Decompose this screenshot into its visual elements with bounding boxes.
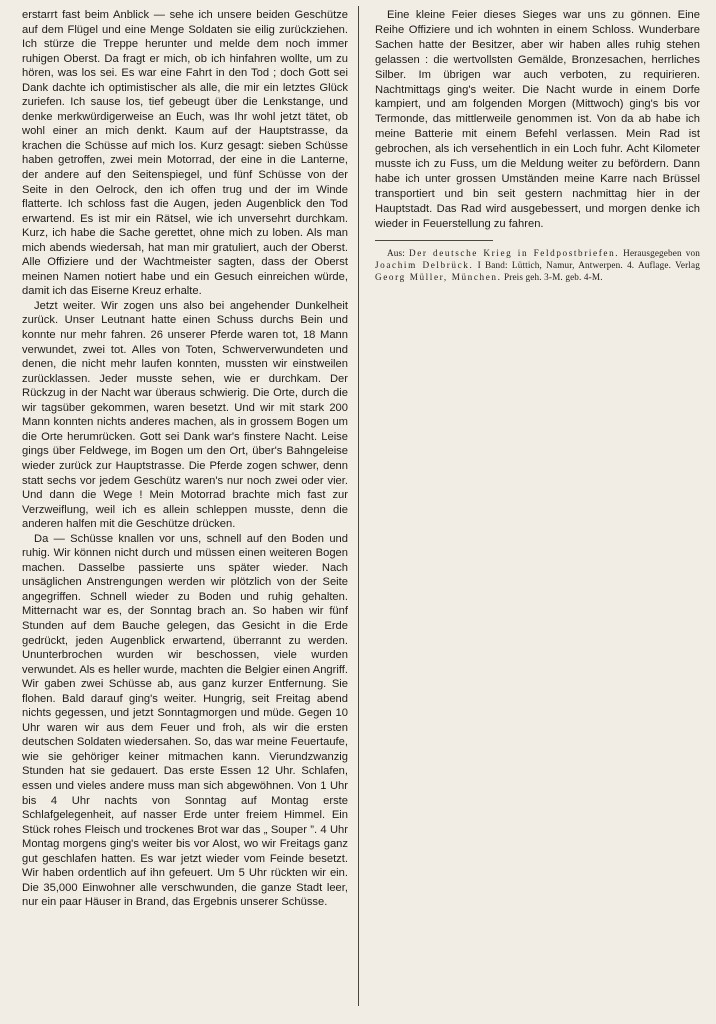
right-text-column — [375, 8, 700, 283]
footnote-editor-pre: Herausgegeben von — [619, 247, 700, 258]
footnote-volume: I Band: Lüttich, Namur, Antwerpen. 4. Auflage. Verlag — [473, 259, 700, 270]
paragraph-2: Jetzt weiter. Wir zogen uns also bei angehender Dunkelheit zurück. Unser Leutnant hatte einen Schuss durchs Bein und konnte nur mehr fahren. 26 unserer Pferde waren tot, 18 Mann verwundet, zwei tot. Alles von Toten, Schwerverwundeten und denen, die nicht mehr laufen konnten, mussten wir einstweilen zurücklassen. Jeder musste sehen, wie er durchkam. Der Rückzug in der Nacht war überaus schwierig. Die Orte, durch die wir tagsüber gekommen, waren besetzt. Und wir mit stark 200 Mann konnten nichts anderes machen, als in grossem Bogen um die Orte herumrücken. Gott sei Dank war's finstere Nacht. Leise gings über Feldwege, im Bogen um den Ort, über's Bahngeleise wieder zurück zur Hauptstrasse. Die Pferde zogen schwer, denn statt sechs vor jedem Geschütz waren's nur noch zwei oder vier. Und dann die Wege ! Mein Motorrad brachte mich fast zur Verzweiflung, weil ich es allein schleppen musste, denn die anderen halfen mit die Geschütze drücken. — [22, 299, 348, 531]
left-text-column — [22, 8, 348, 910]
paragraph-3: Da — Schüsse knallen vor uns, schnell auf den Boden und ruhig. Wir können nicht durch und müssen einen weiteren Bogen machen. Dasselbe passierte uns später wieder. Nach unsäglichen Anstrengungen werden wir plötzlich von der Seite angegriffen. Schnell wieder zu Boden und ruhig gehalten. Mitternacht war es, der Sonntag brach an. So haben wir fünf Stunden auf dem Bauche gelegen, das Gesicht in die Erde gedrückt, jeden Augenblick erwartend, überrannt zu werden. Ununterbrochen wurden wir beschossen, viele wurden verwundet. Als es heller wurde, machten die Belgier einen Angriff. Wir gaben zwei Schüsse ab, aus ganz kurzer Entfernung. Sie flohen. Bald darauf ging's weiter. Hungrig, seit Freitag abend nichts gegessen, und jetzt Sonntagmorgen und müde. Gegen 10 Uhr waren wir aus dem Feuer und froh, als wir die ersten deutschen Soldaten wiedersahen. So, das war meine Feuertaufe, wie sie gehöriger keiner mitmachen kann. Vierundzwanzig Stunden hat sie gedauert. Das erste Essen 12 Uhr. Schlafen, essen und vieles andere muss man sich abgewöhnen. Von 1 Uhr bis 4 Uhr nachts von Sonntag auf Montag erste Schlafgelegenheit, auf nasser Erde unter freiem Himmel. Ein Stück rohes Fleisch und trockenes Brot war das „ Souper ”. 4 Uhr Montag morgens ging's weiter bis vor Alost, wo wir Freitags ganz gut geschlafen hatten. Es war jetzt wieder vom Feinde besetzt. Wir haben ordentlich auf ihn gefeuert. Um 5 Uhr rückten wir ein. Die 35,000 Einwohner alle verschwunden, die ganze Stadt leer, nur ein paar Häuser in Brand, das Ergebnis unserer Schüsse. — [22, 532, 348, 909]
footnote-prefix: Aus: — [387, 247, 409, 258]
footnote-publisher: Georg Müller, München. — [375, 271, 502, 282]
column-divider — [358, 6, 359, 1006]
paragraph-4: Eine kleine Feier dieses Sieges war uns zu gönnen. Eine Reihe Offiziere und ich wohnten in einem Schloss. Wunderbare Sachen hatte der Besitzer, aber wir haben alles ruhig stehen gelassen : die wertvollsten Gemälde, Bronzesachen, herrliches Silber. Im übrigen war auch verboten, zu requirieren. Nachtmittags ging's weiter. Die Nacht wurde in einem Dorfe kampiert, und am folgenden Morgen (Mittwoch) ging's bis vor Termonde, das mittlerweile genommen ist. Von da ab habe ich meine Batterie mit einem Befehl verlassen. Mein Rad ist gebrochen, als ich versehentlich in ein Loch fuhr. Acht Kilometer musste ich zu Fuss, um die Meldung weiter zu befördern. Dann habe ich unter grossen Umständen meine Karre nach Brüssel transportiert und bin seit gestern nachmittag hier in der Hauptstadt. Das Rad wird ausgebessert, und morgen denke ich wieder in Feuerstellung zu fahren. — [375, 9, 700, 230]
footnote-book-title: Der deutsche Krieg in Feldpostbriefen. — [408, 247, 620, 258]
footnote-price: Preis geh. 3-M. geb. 4-M. — [501, 271, 603, 282]
footnote-rule — [375, 240, 493, 241]
footnote-editor: Joachim Delbrück. — [375, 259, 474, 270]
paragraph-1: erstarrt fast beim Anblick — sehe ich unsere beiden Geschütze auf dem Flügel und eine Menge Soldaten sie eilig zurückziehen. Ich stürze die Treppe herunter und melde dem noch immer ruhigen Oberst. Da fragt er mich, ob ich hinfahren wollte, um zu hören, was los sei. Es war eine Fahrt in den Tod ; doch Gott sei Dank dachte ich optimistischer als alle, die mir ein letztes Glück zuriefen. Ich sause los, tief gebeugt über die Lenkstange, und denke merkwürdigerweise an Euch, was Ihr wohl jetzt tätet, ob wohl einer an mich denkt. Kaum auf der Hauptstrasse, da krachen die Schüsse auf mich los. Kurz gesagt: sieben Schüsse haben getroffen, zwei mein Motorrad, der eine in die Lanterne, der andere auf den Seitenspiegel, und fünf Schüsse von der Seite in den Oelrock, den ich offen trug und der im Winde flatterte. Ich schloss fast die Augen, jeden Augenblick den Tod erwartend. Es ist mir ein Rätsel, wie ich unversehrt durchkam. Kurz, ich habe die Sache gerettet, ohne mich zu loben. Als man mich abends wiedersah, hat man mir gratuliert, auch der Oberst. Alle Offiziere und der Wachtmeister sagten, dass der Oberst meinen Namen notiert habe und ein Gesuch einreichen würde, damit ich das Eiserne Kreuz erhalte. — [22, 9, 348, 298]
source-footnote — [375, 247, 700, 283]
